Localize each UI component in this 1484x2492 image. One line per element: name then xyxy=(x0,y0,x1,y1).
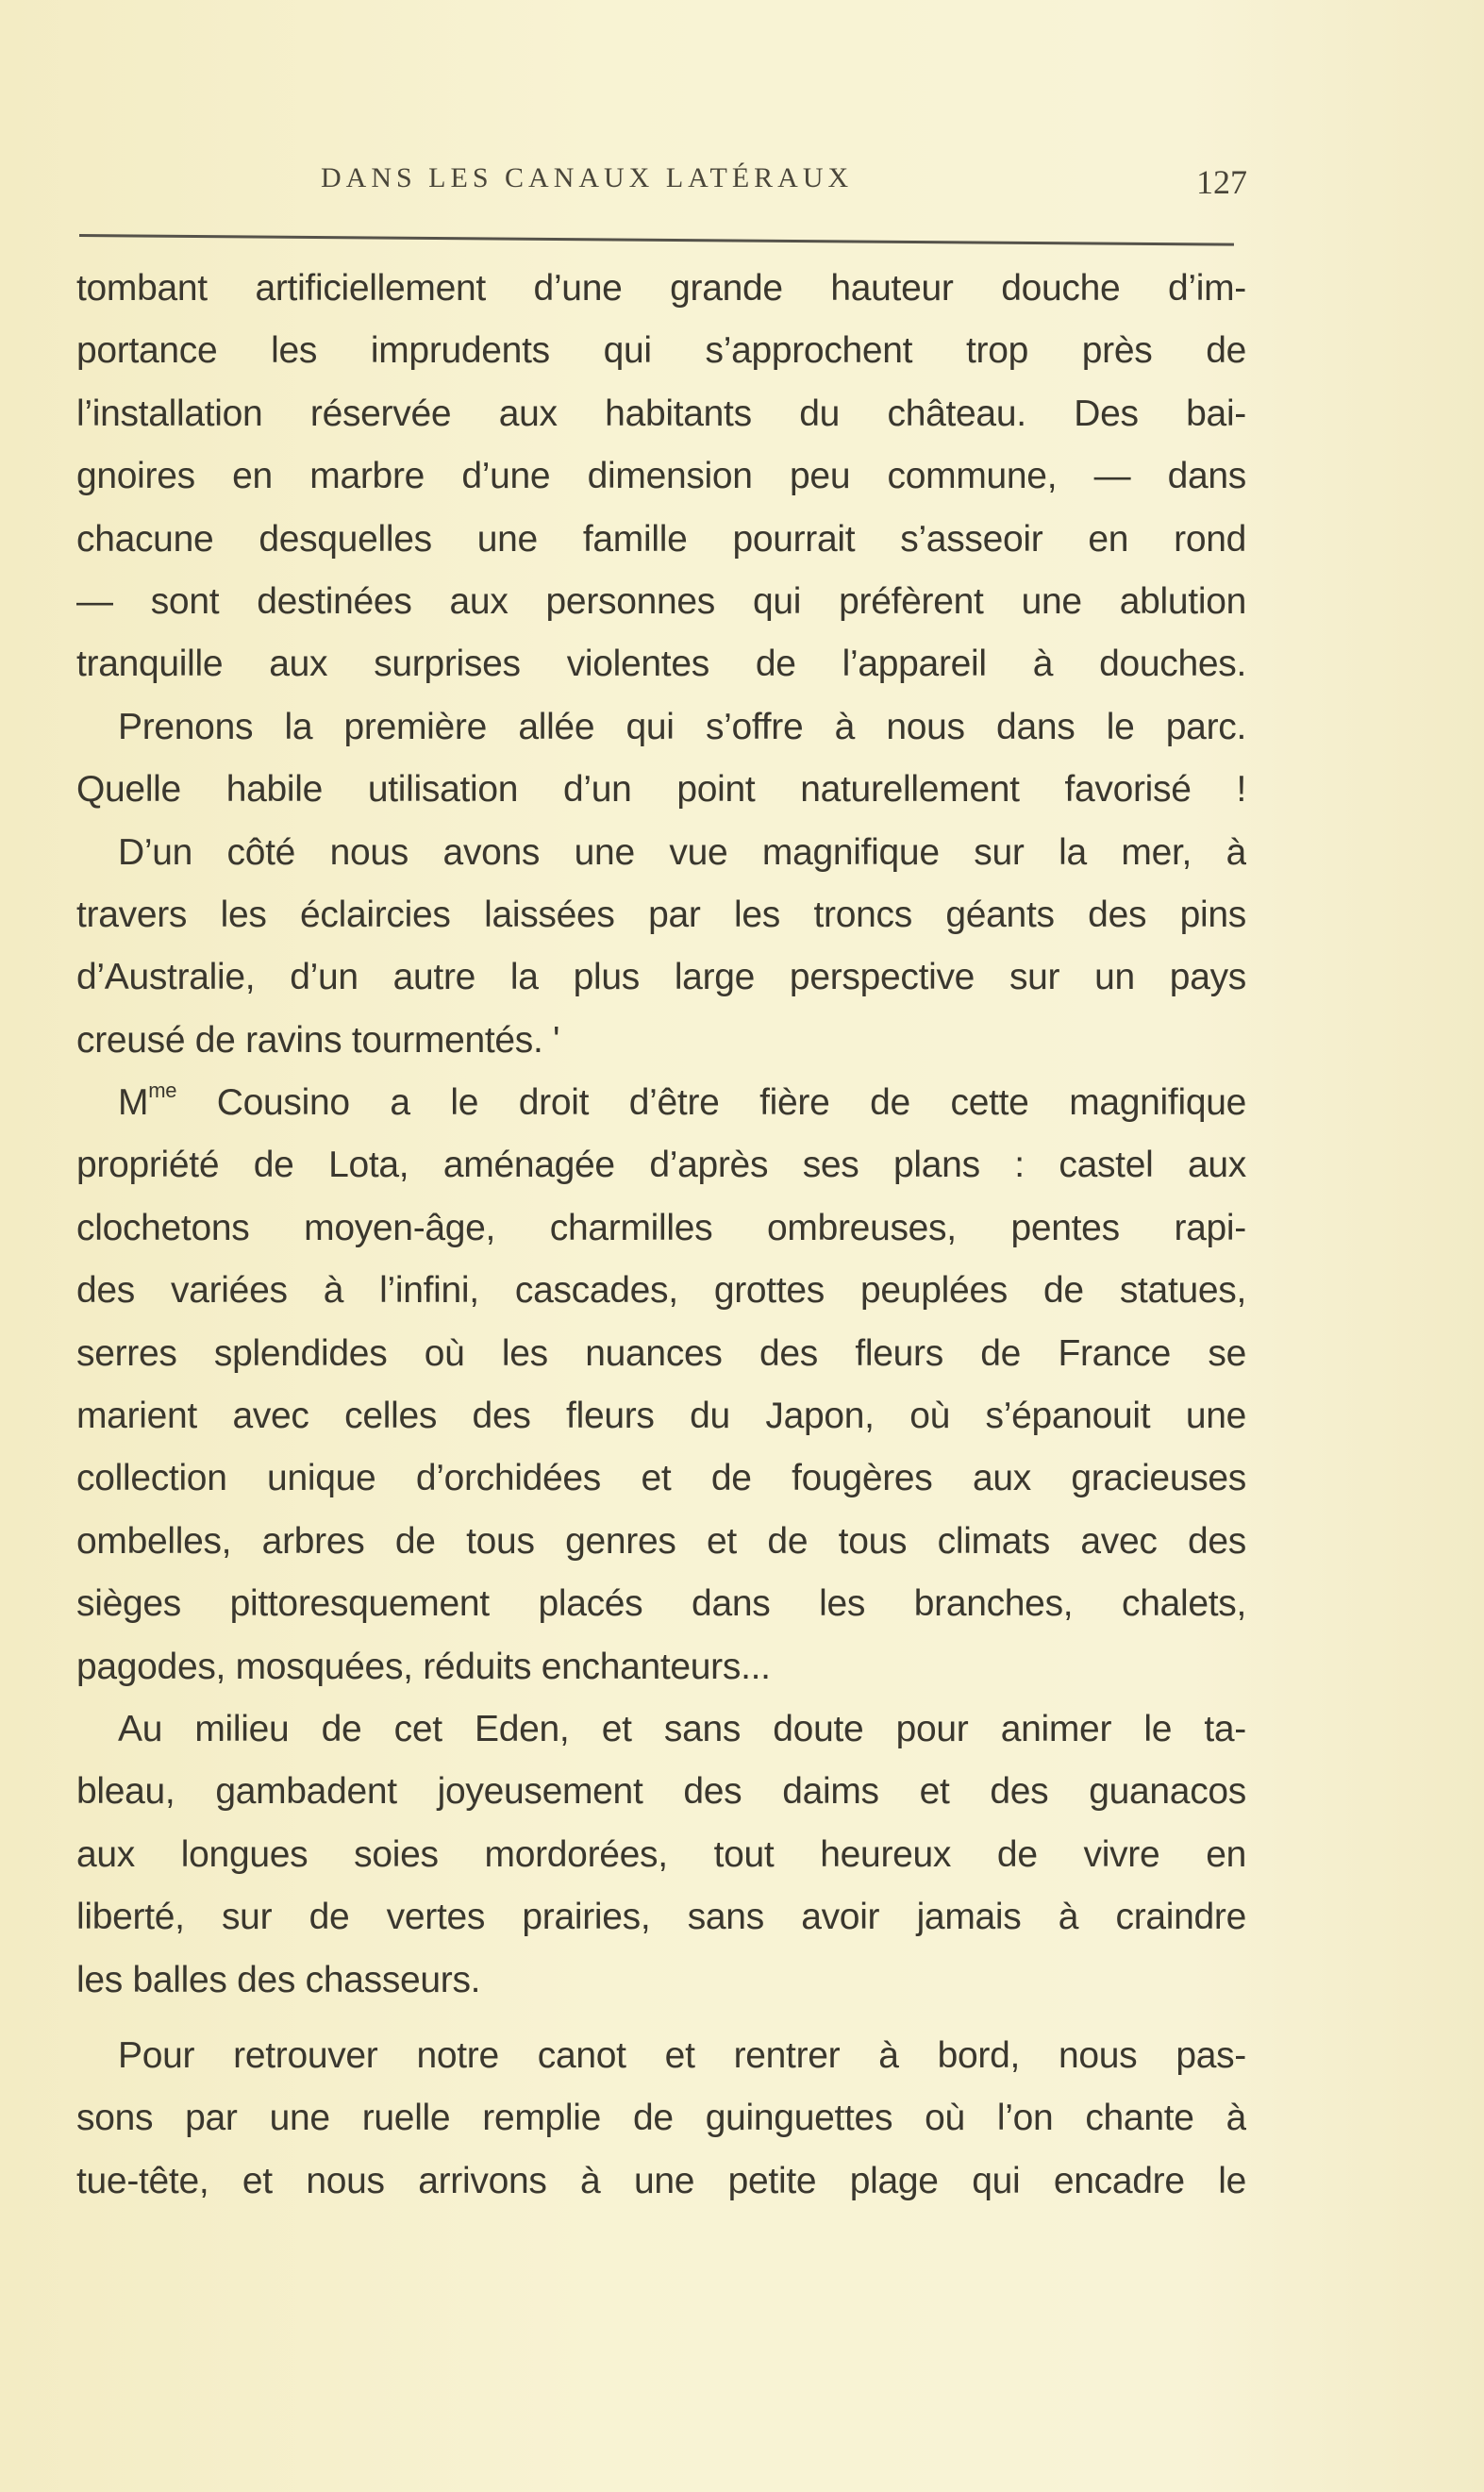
text-line xyxy=(76,1886,1246,1948)
line-text: — sont destinées aux personnes qui préfèrent une ablution xyxy=(76,580,1246,622)
running-title: DANS LES CANAUX LATÉRAUX xyxy=(321,162,854,193)
text-line xyxy=(76,509,1246,571)
line-text: les balles des chasseurs. xyxy=(76,1959,481,2000)
text-line xyxy=(76,1260,1246,1322)
text-line xyxy=(76,383,1246,445)
line-text: sons par une ruelle remplie de guinguettes où l’on chante à xyxy=(76,2098,1246,2139)
text-line xyxy=(76,1824,1246,1886)
text-line xyxy=(76,1197,1246,1260)
line-text: creusé de ravins tourmentés. ' xyxy=(76,1019,560,1061)
line-text: sièges pittoresquement placés dans les branches, chalets, xyxy=(76,1583,1246,1625)
text-line xyxy=(76,1636,1246,1698)
text-line xyxy=(76,2087,1246,2149)
header-rule xyxy=(79,234,1234,246)
line-text: Prenons la première allée qui s’offre à nous dans le parc. xyxy=(118,706,1246,747)
line-text: des variées à l’infini, cascades, grottes peuplées de statues, xyxy=(76,1270,1246,1312)
text-line xyxy=(76,1761,1246,1823)
superscript: me xyxy=(148,1079,177,1103)
line-text: Quelle habile utilisation d’un point naturellement favorisé ! xyxy=(76,769,1246,811)
text-line xyxy=(76,1698,1246,1761)
text-line xyxy=(76,884,1246,946)
text-line xyxy=(76,759,1246,821)
line-text: chacune desquelles une famille pourrait s’asseoir en rond xyxy=(76,518,1246,560)
line-text: gnoires en marbre d’une dimension peu commune, — dans xyxy=(76,456,1246,497)
text-line xyxy=(76,1949,1246,2012)
text-line xyxy=(76,2025,1246,2087)
text-line xyxy=(76,822,1246,884)
line-text: tombant artificiellement d’une grande hauteur douche d’im- xyxy=(76,268,1246,309)
line-text: l’installation réservée aux habitants du château. Des bai- xyxy=(76,393,1246,434)
line-text: clochetons moyen-âge, charmilles ombreuses, pentes rapi- xyxy=(76,1207,1246,1248)
text-line xyxy=(76,1447,1246,1510)
text-line xyxy=(76,320,1246,382)
line-text: tranquille aux surprises violentes de l’appareil à douches. xyxy=(76,644,1246,685)
text-line xyxy=(76,633,1246,695)
line-text: Au milieu de cet Eden, et sans doute pour animer le ta- xyxy=(118,1708,1246,1749)
line-text: pagodes, mosquées, réduits enchanteurs... xyxy=(76,1646,771,1687)
line-text: liberté, sur de vertes prairies, sans avoir jamais à craindre xyxy=(76,1897,1246,1938)
line-text: Pour retrouver notre canot et rentrer à bord, nous pas- xyxy=(118,2034,1246,2076)
text-line xyxy=(76,696,1246,759)
line-text: serres splendides où les nuances des fleurs de France se xyxy=(76,1332,1246,1374)
line-text: collection unique d’orchidées et de fougères aux gracieuses xyxy=(76,1458,1246,1499)
line-text: aux longues soies mordorées, tout heureux de vivre en xyxy=(76,1833,1246,1875)
text-line xyxy=(76,571,1246,633)
line-text: d’Australie, d’un autre la plus large perspective sur un pays xyxy=(76,957,1246,998)
line-text: travers les éclaircies laissées par les troncs géants des pins xyxy=(76,894,1246,935)
text-line xyxy=(76,1573,1246,1635)
line-text: ombelles, arbres de tous genres et de tous climats avec des xyxy=(76,1520,1246,1562)
line-text: portance les imprudents qui s’approchent trop près de xyxy=(76,330,1246,372)
text-line xyxy=(76,1134,1246,1196)
line-text: Cousino a le droit d’être fière de cette magnifique xyxy=(176,1082,1246,1124)
text-line xyxy=(76,258,1246,320)
line-text: bleau, gambadent joyeusement des daims et des guanacos xyxy=(76,1771,1246,1813)
line-text: marient avec celles des fleurs du Japon, où s’épanouit une xyxy=(76,1396,1246,1437)
line-text: D’un côté nous avons une vue magnifique sur la mer, à xyxy=(118,831,1246,873)
text-line xyxy=(76,1511,1246,1573)
text-line xyxy=(76,1010,1246,1072)
text-line xyxy=(76,1072,1246,1134)
line-text: tue-tête, et nous arrivons à une petite plage qui encadre le xyxy=(76,2160,1246,2201)
text-line xyxy=(76,445,1246,508)
line-text: propriété de Lota, aménagée d’après ses plans : castel aux xyxy=(76,1145,1246,1186)
page-number: 127 xyxy=(1196,163,1247,201)
text-line xyxy=(76,1385,1246,1447)
body-text xyxy=(76,258,1246,2213)
text-line xyxy=(76,1323,1246,1385)
text-line xyxy=(76,946,1246,1009)
text-line xyxy=(76,2150,1246,2213)
abbreviation: M xyxy=(118,1082,149,1124)
